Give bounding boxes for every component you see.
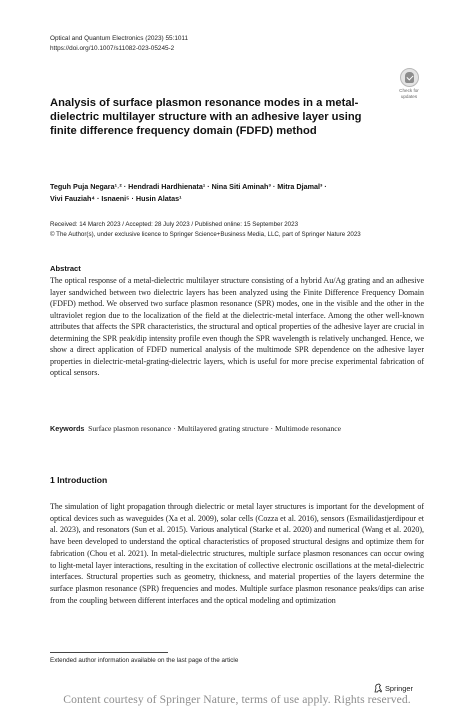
keywords bbox=[50, 423, 424, 435]
badge-line2: updates bbox=[400, 94, 418, 100]
author-line-2: Vivi Fauziah⁴ · Isnaeni⁵ · Husin Alatas¹ bbox=[50, 194, 182, 203]
footnote: Extended author information available on the last page of the article bbox=[50, 657, 239, 664]
paper-title: Analysis of surface plasmon resonance modes in a metal-dielectric multilayer structure with an adhesive layer using finite difference frequency domain (FDFD) method bbox=[50, 97, 362, 138]
intro-text-segment: ), and resonators ( bbox=[76, 525, 135, 535]
badge-line1: Check for bbox=[399, 88, 419, 93]
journal-citation: Optical and Quantum Electronics (2023) 55:1011 bbox=[50, 35, 189, 42]
copyright-notice: © The Author(s), under exclusive licence to Springer Science+Business Media, LLC, part of Springer Nature 2023 bbox=[50, 230, 361, 238]
publisher-mark bbox=[373, 683, 413, 693]
publication-dates bbox=[50, 220, 440, 240]
citation-link[interactable]: Xa et al. 2009 bbox=[168, 513, 214, 523]
citation-link[interactable]: Chou et al. 2021 bbox=[89, 548, 145, 558]
introduction-text bbox=[50, 501, 424, 606]
keywords-label: Keywords bbox=[50, 424, 85, 433]
keywords-text: Surface plasmon resonance · Multilayered grating structure · Multimode resonance bbox=[88, 424, 341, 433]
author-line-1: Teguh Puja Negara¹˒² · Hendradi Hardhienata¹ · Nina Siti Aminah³ · Mitra Djamal³ · bbox=[50, 182, 327, 191]
courtesy-notice: Content courtesy of Springer Nature, terms of use apply. Rights reserved. bbox=[63, 693, 411, 706]
journal-header bbox=[50, 34, 188, 53]
intro-text-segment: ) and numerical ( bbox=[309, 525, 365, 535]
citation-link[interactable]: Esmailidastjerdipour et al. 2023 bbox=[50, 513, 424, 535]
citation-link[interactable]: Cozza et al. 2016 bbox=[258, 513, 315, 523]
check-for-updates-icon bbox=[400, 68, 419, 87]
intro-text-segment: ), sensors ( bbox=[314, 513, 350, 523]
citation-link[interactable]: Sun et al. 2015 bbox=[134, 525, 184, 535]
abstract-heading: Abstract bbox=[50, 264, 81, 273]
section-heading-introduction: 1 Introduction bbox=[50, 475, 108, 485]
publisher-name: Springer bbox=[385, 684, 413, 693]
abstract-text: The optical response of a metal-dielectric multilayer structure consisting of a hybrid Au/Ag grating and an adhesive layer sandwiched between two dielectric layers has been analyzed using the Finite Difference Frequency Domain (FDFD) method. We observed two surface plasmon resonance (SPR) modes, one in the visible and the other in the ultraviolet region due to the localization of the field at the dielectric-metal interface. Among the other well-known attributes that affects the SPR characteristics, the structural and optical properties of the adhesive layer are crucial in determining the SPR peak/dip intensity profile even though the SPR wavelength is relatively unchanged. Hence, we show a direct application of FDFD numerical analysis of the multimode SPR dependence on the adhesive layer properties in dielectric-metal-grating-dielectric layers, which is useful for more precise experimental fabrication of optical sensors. bbox=[50, 276, 424, 378]
doi-link[interactable]: https://doi.org/10.1007/s11082-023-05245-2 bbox=[50, 44, 175, 52]
footnote-divider bbox=[50, 652, 168, 653]
author-list bbox=[50, 181, 430, 205]
check-for-updates-badge[interactable] bbox=[393, 68, 425, 101]
received-dates: Received: 14 March 2023 / Accepted: 28 July 2023 / Published online: 15 September 2023 bbox=[50, 221, 299, 228]
intro-text-segment: ), have been developed to understand the optical characteristics of proposed structural designs and optimize them for fabrication ( bbox=[50, 525, 425, 558]
citation-link[interactable]: Starke et al. 2020 bbox=[252, 525, 310, 535]
intro-text-segment: ), solar cells ( bbox=[213, 513, 258, 523]
intro-text-segment: ). In metal-dielectric structures, multiple surface plasmon resonances can occur owing to light-metal layer interactions, resulting in the excitation of collective electronic oscillations at the metal-dielectric interfaces. Structural properties such as geometry, thickness, and material properties of the layers determine the surface plasmon resonance (SPR) frequencies and modes. Multiple surface plasmon resonance peaks/dips can arise from the coupling between different interfaces and the optical modeling and optimization bbox=[50, 548, 424, 605]
intro-text-segment: The simulation of light propagation through dielectric or metal layer structures is important for the development of optical devices such as waveguides ( bbox=[50, 502, 424, 523]
citation-link[interactable]: Wang et al. 2020 bbox=[364, 525, 420, 535]
intro-text-segment: ). Various analytical ( bbox=[183, 525, 253, 535]
springer-horse-icon bbox=[373, 683, 383, 693]
